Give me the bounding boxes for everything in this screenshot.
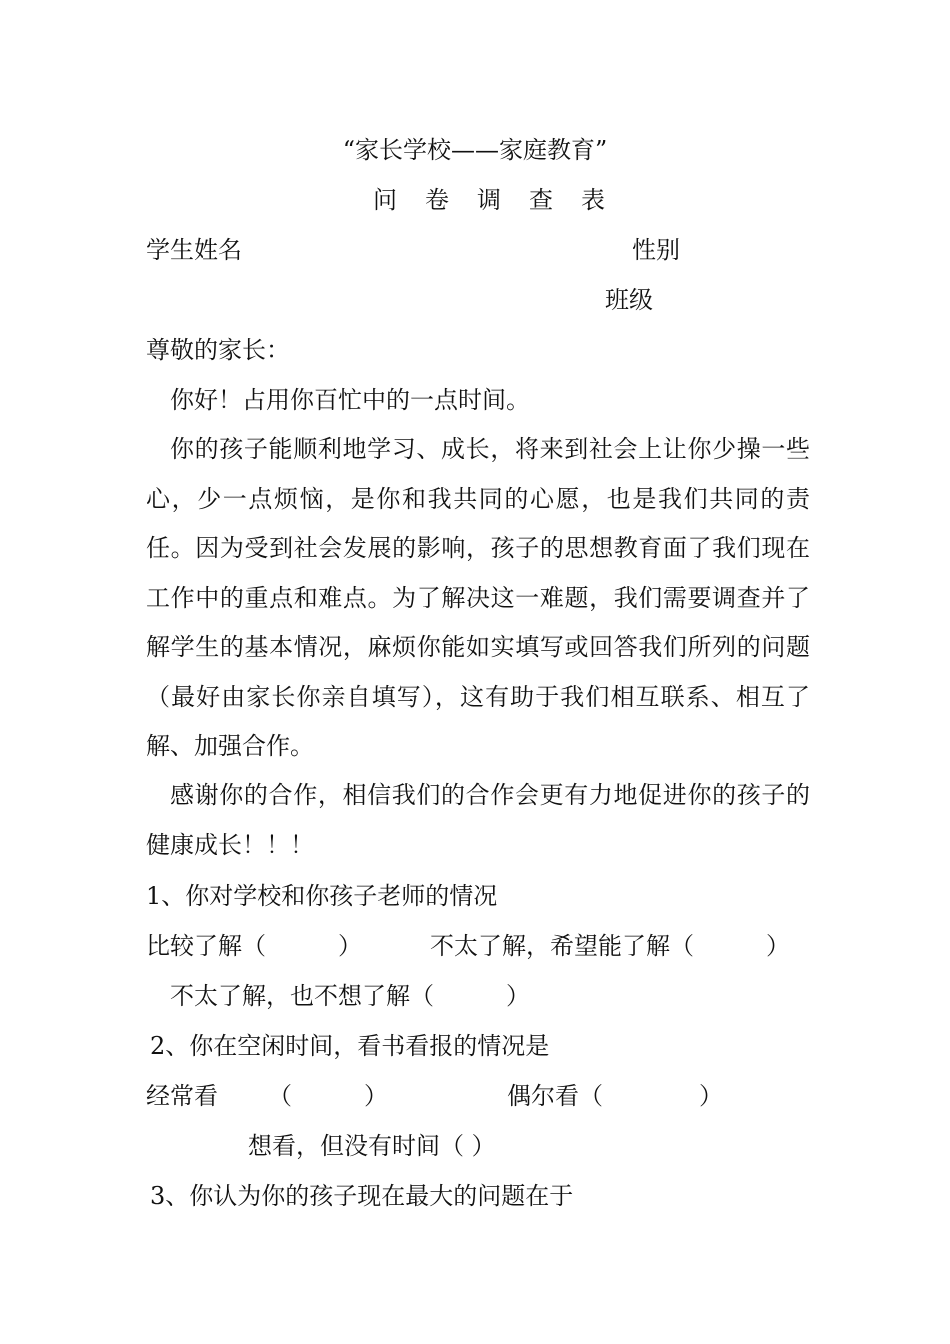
question-2: 2、你在空闲时间，看书看报的情况是 [150, 1032, 550, 1060]
salutation: 尊敬的家长： [146, 336, 290, 364]
body-paragraph: 你的孩子能顺利地学习、成长，将来到社会上让你少操一些心，少一点烦恼，是你和我共同的心愿，也是我们共同的责任。因为受到社会发展的影响，孩子的思想教育面了我们现在工作中的重点和难点。为了解决这一难题，我们需要调查并了解学生的基本情况，麻烦你能如实填写或回答我们所列的问题（最好由家长你亲自填写），这有助于我们相互联系、相互了解、加强合作。 [146, 435, 810, 760]
question-2-option-2: 偶尔看（ ） [507, 1082, 723, 1110]
question-1-option-1: 比较了解（ ） [146, 932, 362, 960]
document-subtitle: 问卷调查表 [373, 186, 633, 214]
question-1-option-3: 不太了解，也不想了解（ ） [170, 982, 530, 1010]
greeting: 你好！占用你百忙中的一点时间。 [170, 386, 530, 414]
class-label: 班级 [605, 286, 653, 314]
question-3: 3、你认为你的孩子现在最大的问题在于 [150, 1182, 574, 1210]
question-1-option-2: 不太了解，希望能了解（ ） [430, 932, 790, 960]
document-title: “家长学校——家庭教育” [342, 136, 608, 164]
student-name-label: 学生姓名 [146, 236, 242, 264]
thanks-paragraph: 感谢你的合作，相信我们的合作会更有力地促进你的孩子的健康成长！！！ [146, 781, 810, 859]
question-1: 1、你对学校和你孩子老师的情况 [146, 882, 498, 910]
question-2-option-1: 经常看 [146, 1082, 218, 1110]
question-2-option-3: 想看，但没有时间（ ） [248, 1132, 496, 1160]
gender-label: 性别 [632, 236, 680, 264]
question-2-option-1-blank: （ ） [268, 1082, 388, 1110]
